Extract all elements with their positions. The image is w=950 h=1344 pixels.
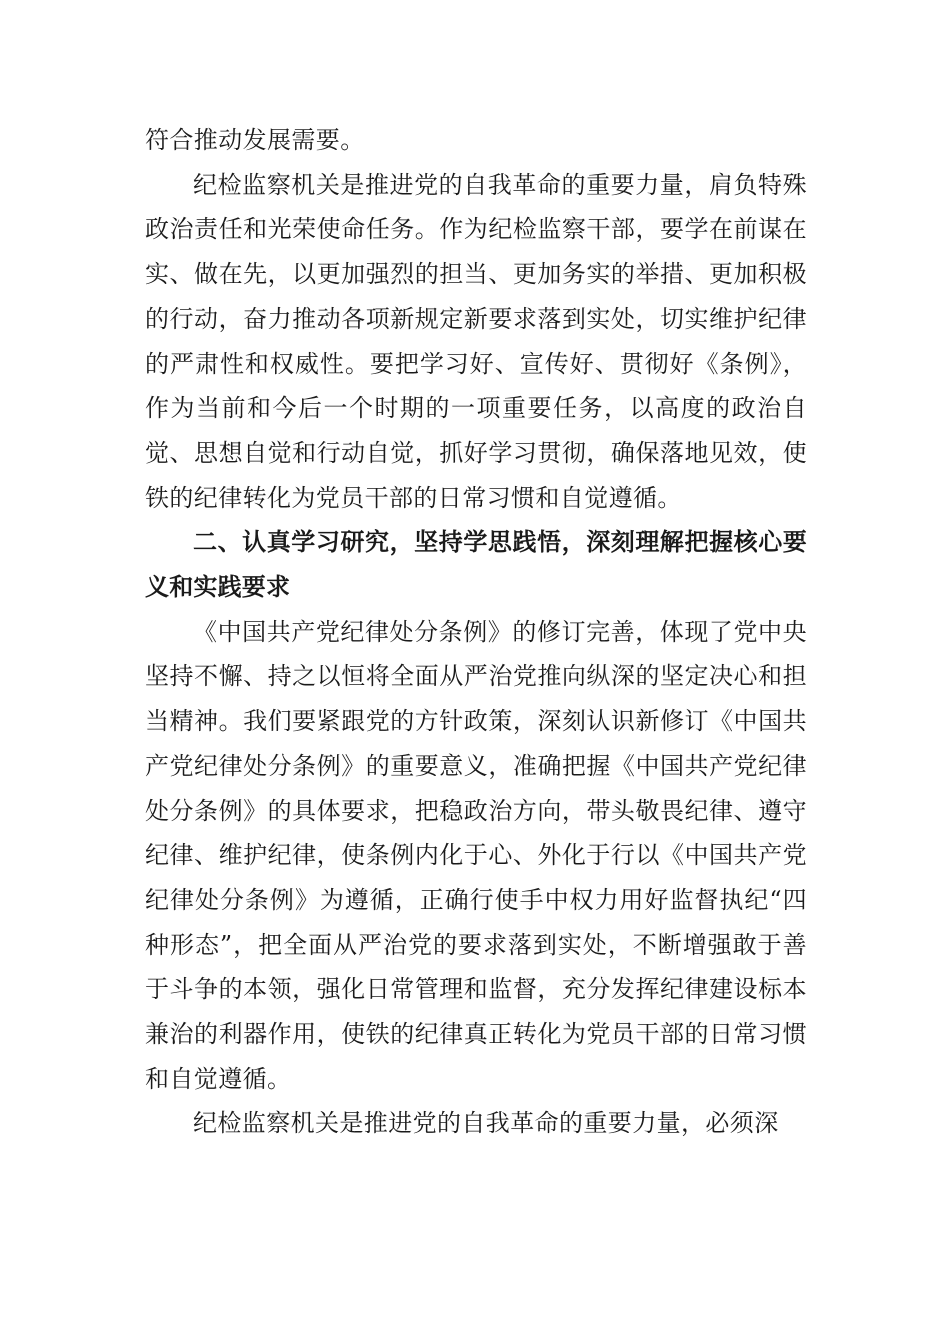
section-heading-two: 二、认真学习研究，坚持学思践悟，深刻理解把握核心要义和实践要求 xyxy=(145,528,807,602)
paragraph-discipline-organs-continued: 纪检监察机关是推进党的自我革命的重要力量，必须深 xyxy=(193,1109,779,1138)
paragraph-discipline-organs-role: 纪检监察机关是推进党的自我革命的重要力量，肩负特殊政治责任和光荣使命任务。作为纪检监察干部，要学在前谋在实、做在先，以更加强烈的担当、更加务实的举措、更加积极的行动，奋力推动各项新规定新要求落到实处，切实维护纪律的严肃性和权威性。要把学习好、宣传好、贯彻好《条例》，作为当前和今后一个时期的一项重要任务，以高度的政治自觉、思想自觉和行动自觉，抓好学习贯彻，确保落地见效，使铁的纪律转化为党员干部的日常习惯和自觉遵循。 xyxy=(145,170,807,512)
paragraph-continuation: 符合推动发展需要。 xyxy=(145,126,365,154)
document-body xyxy=(145,118,807,1146)
paragraph-regulation-revision: 《中国共产党纪律处分条例》的修订完善，体现了党中央坚持不懈、持之以恒将全面从严治党推向纵深的坚定决心和担当精神。我们要紧跟党的方针政策，深刻认识新修订《中国共产党纪律处分条例》的重要意义，准确把握《中国共产党纪律处分条例》的具体要求，把稳政治方向，带头敬畏纪律、遵守纪律、维护纪律，使条例内化于心、外化于行以《中国共产党纪律处分条例》为遵循，正确行使手中权力用好监督执纪“四种形态”，把全面从严治党的要求落到实处，不断增强敢于善于斗争的本领，强化日常管理和监督，充分发挥纪律建设标本兼治的利器作用，使铁的纪律真正转化为党员干部的日常习惯和自觉遵循。 xyxy=(145,617,807,1093)
